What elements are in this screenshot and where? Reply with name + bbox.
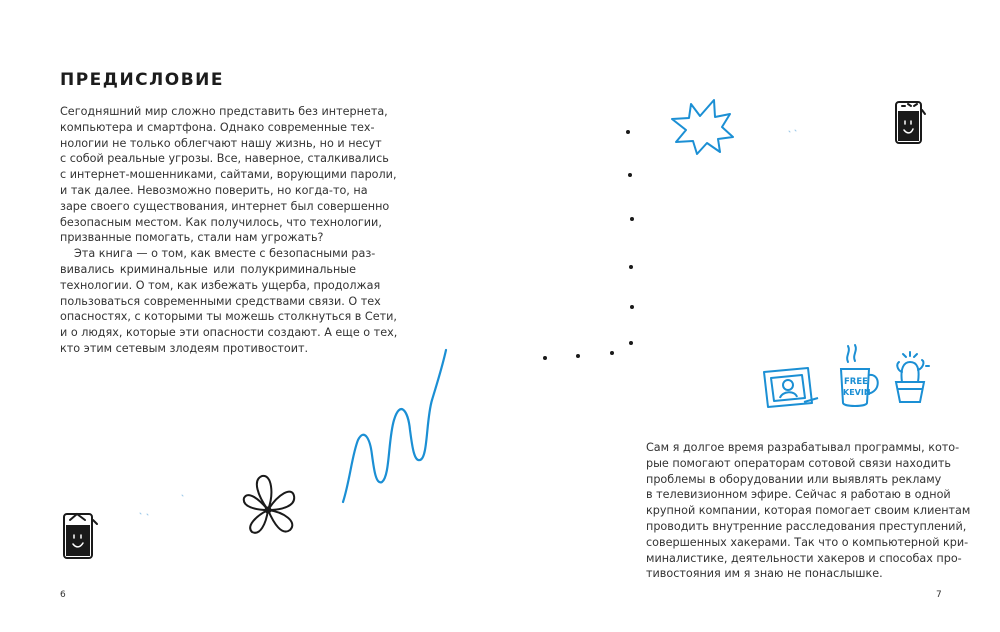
text-line: пользоваться современными средствами связи. О тех bbox=[60, 294, 381, 308]
cactus-plant-icon bbox=[896, 352, 929, 402]
page-title: ПРЕДИСЛОВИЕ bbox=[60, 70, 225, 90]
squiggle-line-icon bbox=[343, 350, 446, 502]
mug-text-kevin: KEVIN bbox=[843, 388, 871, 397]
dotted-trail-icon bbox=[543, 130, 634, 360]
text-line: призванные помогать, стали нам угрожать? bbox=[60, 231, 324, 245]
text-line: с собой реальные угрозы. Все, наверное, сталкивались bbox=[60, 152, 389, 166]
text-line: совершенных хакерами. Так что о компьютерной кри- bbox=[646, 535, 969, 549]
starburst-icon bbox=[672, 100, 733, 154]
text-line: опасностях, с которыми ты можешь столкнуться в Сети, bbox=[60, 310, 397, 324]
text-line: тивостояния им я знаю не понаслышке. bbox=[646, 567, 883, 581]
text-line: кто этим сетевым злодеям противостоит. bbox=[60, 341, 309, 355]
flower-doodle-icon bbox=[244, 476, 294, 533]
text-line: крупной компании, которая помогает своим клиентам bbox=[646, 504, 971, 518]
photo-frame-icon bbox=[764, 368, 818, 407]
text-line: и о людях, которые эти опасности создают. А еще о тех, bbox=[60, 326, 398, 340]
text-line: Сегодняшний мир сложно представить без интернета, bbox=[60, 105, 388, 118]
text-line: проблемы в оборудовании или выявлять рекламу bbox=[646, 472, 942, 486]
page-number-right: 7 bbox=[936, 590, 942, 600]
text-line: и так далее. Невозможно поверить, но когда-то, на bbox=[60, 183, 368, 197]
text-line: проводить внутренние расследования преступлений, bbox=[646, 519, 967, 533]
mug-text-free: FREE bbox=[844, 377, 868, 387]
text-line: компьютера и смартфона. Однако современные тех- bbox=[60, 120, 375, 134]
text-line: безопасным местом. Как получилось, что технологии, bbox=[60, 215, 382, 229]
text-line: Эта книга — о том, как вместе с безопасными раз- bbox=[74, 247, 376, 261]
page-number-left: 6 bbox=[60, 590, 66, 600]
text-line: с интернет-мошенниками, сайтами, ворующими пароли, bbox=[60, 168, 397, 182]
text-line: в телевизионном эфире. Сейчас я работаю в одной bbox=[646, 488, 951, 502]
text-line: Сам я долгое время разрабатывал программы, кото- bbox=[646, 441, 960, 454]
faint-specks-icon bbox=[140, 130, 796, 515]
text-line: вивались криминальные или полукриминальные bbox=[60, 262, 356, 276]
text-line: миналистике, деятельности хакеров и способах про- bbox=[646, 551, 962, 565]
text-line: заре своего существования, интернет был совершенно bbox=[60, 199, 390, 213]
text-line: технологии. О том, как избежать ущерба, продолжая bbox=[60, 278, 381, 292]
text-line: рые помогают операторам сотовой связи находить bbox=[646, 456, 951, 470]
text-line: нологии не только облегчают нашу жизнь, но и несут bbox=[60, 136, 382, 150]
